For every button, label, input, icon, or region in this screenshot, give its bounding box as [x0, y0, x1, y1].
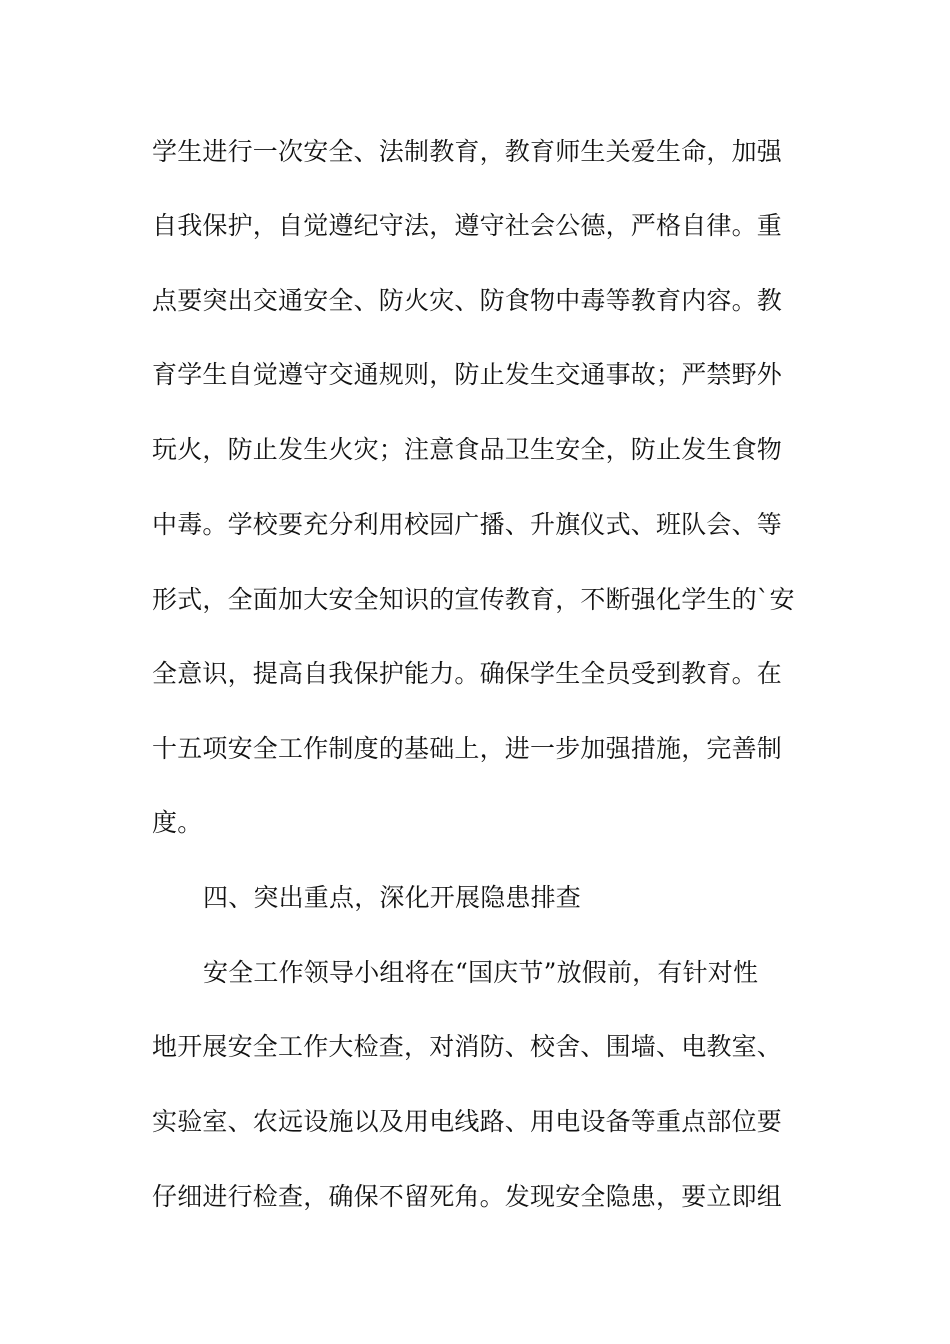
paragraph-line: 度。: [152, 808, 203, 837]
paragraph-line: 自我保护，自觉遵纪守法，遵守社会公德，严格自律。重: [152, 211, 783, 240]
paragraph-line: 点要突出交通安全、防火灾、防食物中毒等教育内容。教: [152, 286, 783, 315]
paragraph-line: 十五项安全工作制度的基础上，进一步加强措施，完善制: [152, 734, 783, 763]
paragraph-line: 全意识，提高自我保护能力。确保学生全员受到教育。在: [152, 659, 783, 688]
paragraph-line: 形式，全面加大安全知识的宣传教育，不断强化学生的`安: [152, 585, 795, 614]
paragraph-line: 中毒。学校要充分利用校园广播、升旗仪式、班队会、等: [152, 510, 783, 539]
paragraph-line: 玩火，防止发生火灾；注意食品卫生安全，防止发生食物: [152, 435, 783, 464]
paragraph-line: 育学生自觉遵守交通规则，防止发生交通事故；严禁野外: [152, 360, 783, 389]
paragraph-line: 实验室、农远设施以及用电线路、用电设备等重点部位要: [152, 1107, 783, 1136]
section-heading: 四、突出重点，深化开展隐患排查: [203, 883, 582, 912]
paragraph-line: 地开展安全工作大检查，对消防、校舍、围墙、电教室、: [152, 1032, 783, 1061]
paragraph-line: 学生进行一次安全、法制教育，教育师生关爱生命，加强: [152, 137, 783, 166]
paragraph-line: 仔细进行检查，确保不留死角。发现安全隐患，要立即组: [152, 1182, 783, 1211]
paragraph-line: 安全工作领导小组将在“国庆节”放假前，有针对性: [203, 958, 759, 987]
